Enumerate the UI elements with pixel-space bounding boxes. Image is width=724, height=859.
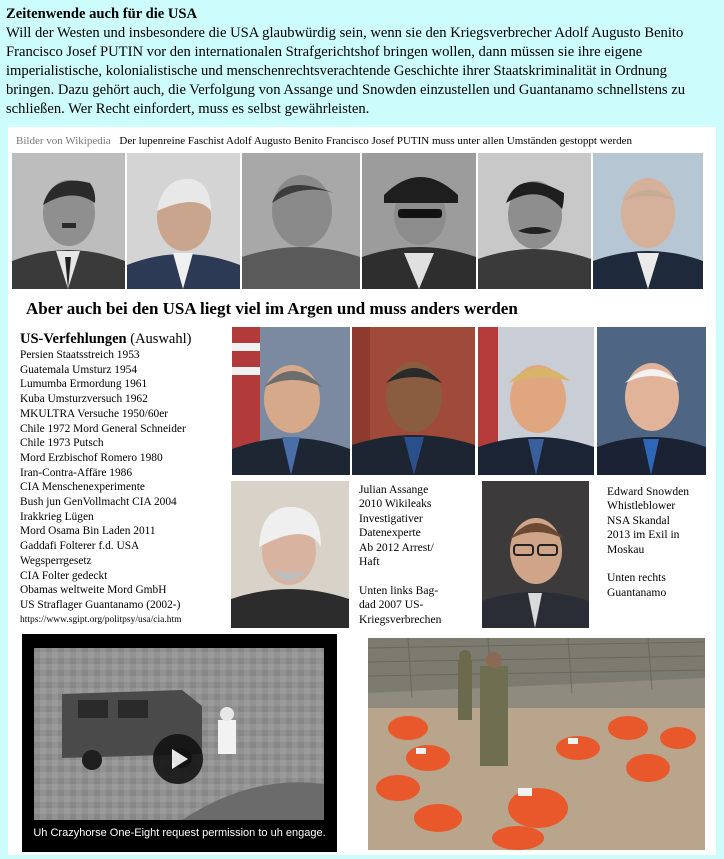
portrait-color-4 (597, 327, 706, 475)
portrait-photo-5 (478, 153, 591, 289)
assange-note-line: 2010 Wikileaks (359, 497, 432, 511)
snowden-note-line: Edward Snowden (607, 485, 690, 498)
list-heading-rest: (Auswahl) (126, 331, 192, 347)
assange-note-line: Unten links Bag- (359, 583, 439, 597)
play-icon (172, 749, 188, 769)
list-item: Bush jun GenVollmacht CIA 2004 (20, 496, 177, 509)
portrait-photo-6 (593, 153, 703, 289)
list-item: Mord Erzbischof Romero 1980 (20, 451, 163, 464)
portrait-photo-2 (127, 153, 240, 289)
guantanamo-photo (368, 638, 705, 850)
assange-note-line: Kriegsverbrechen (359, 612, 442, 626)
assange-note-line: Datenexperte (359, 526, 421, 540)
list-heading (20, 330, 230, 348)
image-source-label: Bilder von Wikipedia (16, 135, 111, 147)
snowden-note-line: Moskau (607, 542, 645, 556)
snowden-note (607, 485, 707, 600)
list-item: Chile 1972 Mord General Schneider (20, 422, 186, 435)
baghdad-video[interactable] (22, 634, 337, 852)
portrait-color-2 (352, 327, 475, 475)
list-item: Iran-Contra-Affäre 1986 (20, 466, 133, 479)
list-item: Lumumba Ermordung 1961 (20, 378, 148, 391)
intro-text: Will der Westen und insbesondere die USA glaubwürdig sein, wenn sie den Kriegsverbrecher Adolf Augusto Benito Francisco Josef PUTIN vor den internationalen Strafgerichtshof bringen wollen, dann müssen sie ihre eigene imperialistische, kolonialistische und menschenrechtsverachtende Geschichte ihrer Staatskriminalität in Ordnung bringen. Dazu gehört auch, die Verfolgung von Assange und Snowden einzustellen und Guantanamo schnellstens zu schließen. Wer Recht einfordert, muss es selbst gewährleisten. (6, 25, 685, 117)
list-item: MKULTRA Versuche 1950/60er (20, 407, 169, 420)
list-item: Irakkrieg Lügen (20, 510, 94, 523)
portrait-photo-3 (242, 153, 360, 289)
assange-note-line: Investigativer (359, 511, 423, 525)
list-item: Guatemala Umsturz 1954 (20, 363, 138, 376)
intro-block (6, 5, 718, 119)
list-heading-bold: US-Verfehlungen (20, 331, 127, 347)
list-item: US Straflager Guantanamo (2002-) (20, 598, 181, 611)
snowden-note-line: Whistleblower (607, 499, 676, 513)
list-item: Mord Osama Bin Laden 2011 (20, 525, 156, 538)
us-misconduct-list (20, 330, 230, 627)
video-subtitle: Uh Crazyhorse One-Eight request permission to uh engage. (33, 827, 326, 839)
snowden-note-line: Unten rechts (607, 571, 666, 585)
list-item: Gaddafi Folterer f.d. USA (20, 540, 140, 553)
assange-note-line: Haft (359, 555, 380, 569)
snowden-note-line: 2013 im Exil in (607, 528, 680, 542)
list-item: Persien Staatsstreich 1953 (20, 349, 140, 361)
snowden-photo (482, 481, 589, 628)
list-item: Kuba Umsturzversuch 1962 (20, 393, 148, 406)
list-item: Chile 1973 Putsch (20, 437, 104, 450)
assange-note-line: Ab 2012 Arrest/ (359, 540, 434, 554)
page-title: Zeitenwende auch für die USA (6, 6, 198, 22)
dictator-caption (16, 135, 632, 147)
portrait-photo-1 (12, 153, 125, 289)
play-button[interactable] (153, 734, 203, 784)
source-url[interactable]: https://www.sgipt.org/politpsy/usa/cia.htm (20, 614, 182, 625)
list-item: CIA Folter gedeckt (20, 569, 108, 582)
list-item: CIA Menschenexperimente (20, 481, 145, 494)
assange-note-line: dad 2007 US- (359, 598, 424, 612)
assange-photo (231, 481, 349, 628)
snowden-note-line: Guantanamo (607, 585, 667, 599)
snowden-note-line: NSA Skandal (607, 513, 670, 527)
portrait-color-1 (232, 327, 350, 475)
list-item: Obamas weltweite Mord GmbH (20, 584, 167, 597)
dictator-caption-text: Der lupenreine Faschist Adolf Augusto Benito Francisco Josef PUTIN muss unter allen Umständen gestoppt werden (119, 135, 633, 147)
assange-note-line: Julian Assange (359, 483, 429, 496)
list-item: Wegsperrgesetz (20, 554, 92, 567)
section-subheading: Aber auch bei den USA liegt viel im Argen und muss anders werden (26, 299, 518, 318)
portrait-color-3 (478, 327, 594, 475)
assange-note (359, 483, 477, 627)
portrait-photo-4 (362, 153, 476, 289)
